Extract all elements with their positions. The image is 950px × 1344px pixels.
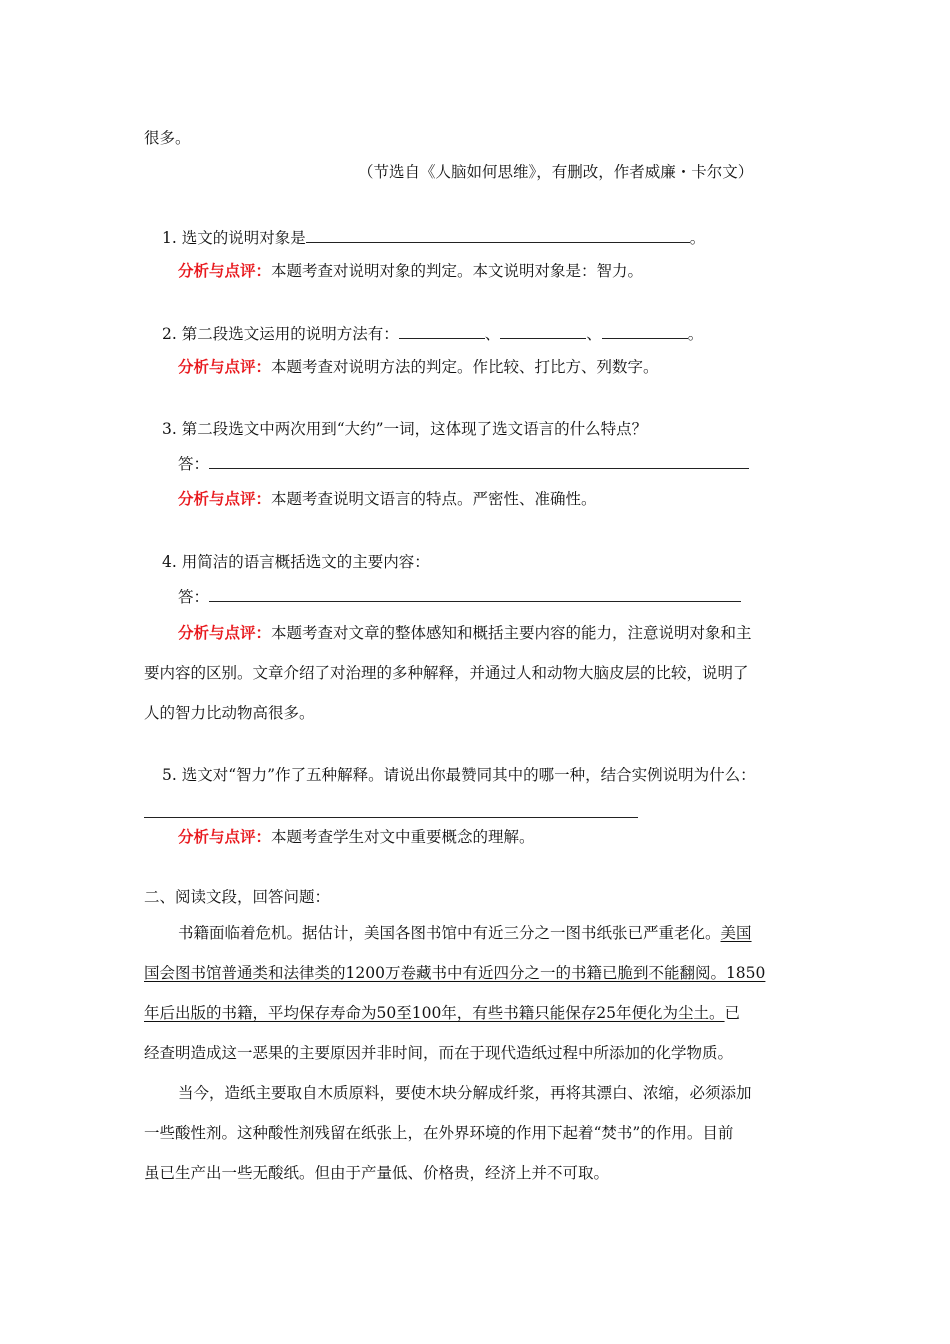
passage-p1-line-1: 书籍面临着危机。据估计，美国各图书馆中有近三分之一图书纸张已严重老化。美国	[178, 924, 752, 942]
answer-blank[interactable]	[306, 226, 690, 243]
answer-blank[interactable]	[209, 585, 741, 602]
analysis-text: 本题考查对文章的整体感知和概括主要内容的能力，注意说明对象和主	[271, 624, 752, 642]
analysis-text: 本题考查对说明方法的判定。作比较、打比方、列数字。	[271, 358, 659, 376]
answer-blank[interactable]	[209, 452, 749, 469]
analysis-label: 分析与点评：	[178, 828, 272, 846]
answer-blank[interactable]	[144, 817, 638, 818]
question-number: 1.	[162, 229, 177, 247]
answer-label: 答：	[178, 455, 210, 473]
question-number: 3.	[162, 420, 177, 438]
analysis-text: 本题考查学生对文中重要概念的理解。	[271, 828, 535, 846]
question-1: 1. 选文的说明对象是 。	[162, 226, 705, 249]
analysis-4-line-3: 人的智力比动物高很多。	[144, 704, 315, 722]
question-number: 5.	[162, 766, 177, 784]
passage-p2-line-1: 当今，造纸主要取自木质原料，要使木块分解成纤浆，再将其漂白、浓缩，必须添加	[178, 1084, 752, 1102]
analysis-label: 分析与点评：	[178, 490, 272, 508]
analysis-4-line-1	[178, 622, 752, 644]
answer-blank[interactable]	[602, 322, 688, 339]
answer-line-4	[178, 585, 741, 608]
question-2: 2. 第二段选文运用的说明方法有： 、 、 。	[162, 322, 703, 345]
analysis-text: 本题考查说明文语言的特点。严密性、准确性。	[271, 490, 597, 508]
passage-p1-line-2: 国会图书馆普通类和法律类的1200万卷藏书中有近四分之一的书籍已脆到不能翻阅。1850	[144, 964, 766, 982]
answer-label: 答：	[178, 588, 210, 606]
analysis-2	[178, 356, 659, 378]
analysis-3	[178, 488, 597, 510]
analysis-label: 分析与点评：	[178, 262, 272, 280]
question-4	[162, 551, 430, 573]
analysis-4-line-2: 要内容的区别。文章介绍了对治理的多种解释，并通过人和动物大脑皮层的比较，说明了	[144, 664, 749, 682]
question-text: 用简洁的语言概括选文的主要内容：	[181, 553, 430, 571]
source-citation: （节选自《人脑如何思维》，有删改，作者威廉・卡尔文）	[358, 163, 754, 181]
question-number: 2.	[162, 325, 177, 343]
question-text: 第二段选文中两次用到“大约”一词，这体现了选文语言的什么特点？	[181, 420, 648, 438]
question-5	[162, 764, 756, 786]
passage-p1-line-3: 年后出版的书籍，平均保存寿命为50至100年，有些书籍只能保存25年便化为尘土。已	[144, 1004, 741, 1022]
answer-blank[interactable]	[399, 322, 485, 339]
underlined-text: 年后出版的书籍，平均保存寿命为50至100年，有些书籍只能保存25年便化为尘土。	[144, 1004, 725, 1022]
analysis-5	[178, 826, 535, 848]
section-heading: 二、阅读文段，回答问题：	[144, 888, 331, 906]
analysis-1	[178, 260, 643, 282]
answer-line-3	[178, 452, 749, 475]
passage-p2-line-2: 一些酸性剂。这种酸性剂残留在纸张上，在外界环境的作用下起着“焚书”的作用。目前	[144, 1124, 734, 1142]
analysis-label: 分析与点评：	[178, 358, 272, 376]
continuation-text: 很多。	[144, 129, 191, 147]
passage-p1-line-4: 经查明造成这一恶果的主要原因并非时间，而在于现代造纸过程中所添加的化学物质。	[144, 1044, 734, 1062]
answer-blank[interactable]	[500, 322, 586, 339]
question-text: 选文的说明对象是	[181, 229, 306, 247]
question-text: 选文对“智力”作了五种解释。请说出你最赞同其中的哪一种，结合实例说明为什么：	[181, 766, 756, 784]
analysis-text: 本题考查对说明对象的判定。本文说明对象是：智力。	[271, 262, 644, 280]
question-number: 4.	[162, 553, 177, 571]
question-text: 第二段选文运用的说明方法有：	[181, 325, 399, 343]
question-3	[162, 418, 647, 440]
underlined-text: 美国	[720, 924, 752, 942]
passage-p2-line-3: 虽已生产出一些无酸纸。但由于产量低、价格贵，经济上并不可取。	[144, 1164, 610, 1182]
analysis-label: 分析与点评：	[178, 624, 272, 642]
